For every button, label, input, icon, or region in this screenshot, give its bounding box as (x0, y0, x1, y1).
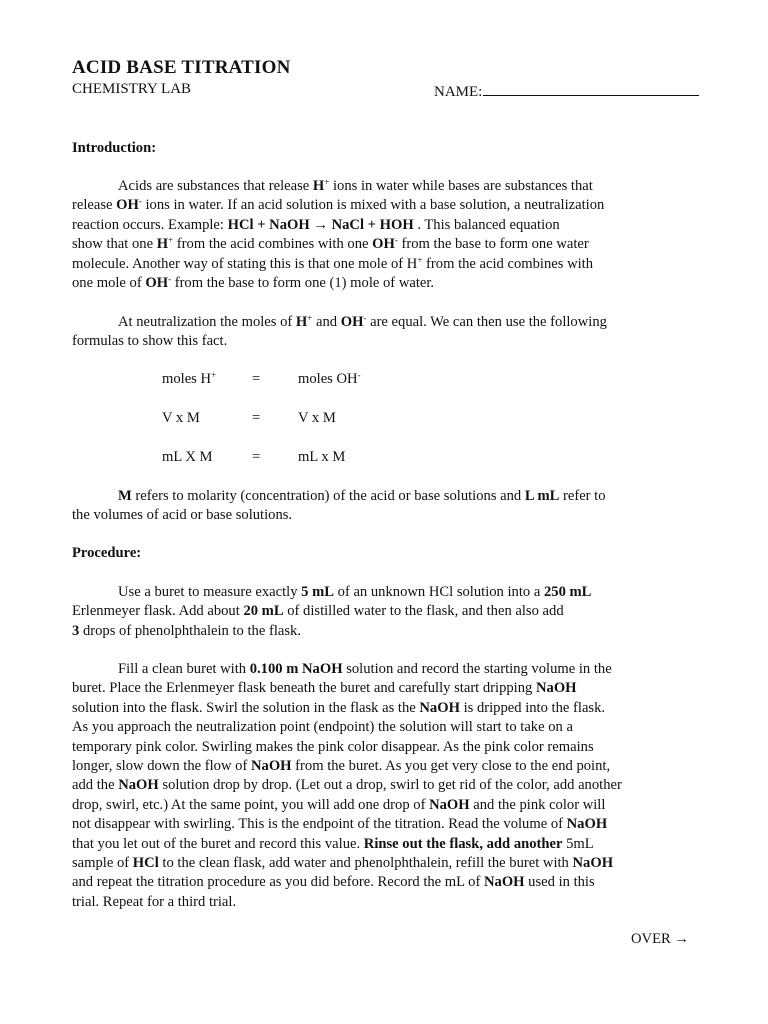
text-run: buret. Place the Erlenmeyer flask beneath the buret and carefully start dripping (72, 680, 536, 697)
procedure-paragraph-1 (72, 583, 712, 641)
text-run: ions in water while bases are substances that (329, 178, 593, 194)
superscript: - (168, 273, 172, 284)
bold-value: NaOH (572, 854, 614, 871)
text-line (72, 487, 712, 506)
introduction-heading: Introduction: (72, 140, 157, 156)
text-run: sample of (72, 854, 133, 871)
equation-right-text: moles OH (298, 371, 358, 387)
hydrogen-ion: H (312, 178, 325, 194)
text-line: trial. Repeat for a third trial. (72, 893, 237, 910)
text-run: and (312, 314, 341, 330)
bold-value: 3 (72, 622, 80, 639)
text-run: and the pink color will (469, 796, 606, 813)
text-run: from the buret. As you get very close to the end point, (291, 757, 611, 774)
text-run: release (72, 197, 117, 214)
text-run: Use a buret to measure exactly (118, 584, 302, 600)
superscript: + (211, 370, 217, 380)
over-indicator: OVER → (631, 931, 689, 947)
text-run: from the acid combines with (422, 255, 594, 272)
molarity-symbol: M (118, 488, 132, 504)
superscript: + (324, 177, 330, 187)
text-run: molecule. Another way of stating this is that one mole of H (72, 255, 418, 272)
text-run: of distilled water to the flask, and then also add (283, 603, 564, 620)
bold-value: NaOH (250, 757, 292, 774)
text-run: drops of phenolphthalein to the flask. (79, 622, 301, 639)
text-run: from the acid combines with one (173, 236, 373, 253)
text-run: 5mL (562, 835, 594, 852)
hydroxide-ion: OH (145, 274, 169, 291)
bold-value: NaOH (429, 796, 470, 813)
text-run: drop, swirl, etc.) At the same point, you will add one drop of (72, 796, 430, 813)
text-run: longer, slow down the flow of (72, 757, 251, 774)
bold-value: 20 mL (243, 603, 284, 620)
text-line (72, 796, 712, 815)
text-run: to the clean flask, add water and phenolphthalein, refill the buret with (158, 854, 573, 871)
hydroxide-ion: OH (116, 197, 139, 214)
text-run: ions in water. If an acid solution is mixed with a base solution, a neutralization (141, 197, 605, 214)
text-run: one mole of (72, 274, 146, 291)
text-run: solution drop by drop. (Let out a drop, swirl to get rid of the color, add another (158, 777, 622, 794)
text-line: temporary pink color. Swirling makes the pink color disappear. As the pink color remains (72, 738, 594, 755)
text-line (72, 216, 712, 235)
text-run: are equal. We can then use the following (366, 314, 607, 330)
text-line (72, 854, 712, 873)
hydroxide-ion: OH (340, 314, 364, 330)
bold-instruction: Rinse out the flask, add another (363, 835, 563, 852)
bold-value: NaOH (483, 874, 525, 891)
superscript: - (394, 235, 398, 246)
text-line (72, 815, 712, 834)
text-line (72, 177, 712, 196)
intro-paragraph-3 (72, 487, 712, 526)
procedure-heading: Procedure: (72, 545, 142, 561)
name-blank-line (483, 81, 699, 96)
text-line (72, 196, 712, 215)
text-line (72, 583, 712, 602)
superscript: + (168, 235, 174, 246)
text-line: As you approach the neutralization point (endpoint) the solution will start to take on a (72, 719, 573, 736)
text-run: solution and record the starting volume in the (342, 661, 612, 677)
equals-sign: = (252, 371, 261, 387)
text-run: add the (72, 777, 119, 794)
text-run: from the base to form one (1) mole of water. (171, 274, 435, 291)
volume-symbols: L mL (524, 488, 560, 504)
text-run: show that one (72, 236, 157, 253)
equation-left-text: moles H (162, 371, 212, 387)
document-title: ACID BASE TITRATION (72, 57, 291, 78)
document-subtitle: CHEMISTRY LAB (72, 81, 192, 97)
bold-value: 0.100 m NaOH (249, 661, 343, 677)
bold-value: NaOH (118, 777, 159, 794)
bold-value: 250 mL (543, 584, 592, 600)
text-line (72, 835, 712, 854)
text-run: . This balanced equation (413, 216, 560, 233)
equation-right: mL x M (298, 449, 346, 465)
bold-value: NaOH (535, 680, 577, 697)
equation-left (162, 371, 216, 388)
equation-right (298, 371, 361, 388)
text-line (72, 622, 712, 641)
text-line (72, 313, 712, 332)
text-run: used in this (524, 874, 595, 891)
text-run: Erlenmeyer flask. Add about (72, 603, 244, 620)
equals-sign: = (252, 449, 261, 465)
superscript: - (357, 370, 361, 380)
text-run: is dripped into the flask. (459, 699, 606, 716)
hydrogen-ion: H (156, 236, 169, 253)
hydrogen-ion: H (295, 314, 308, 330)
text-run: and repeat the titration procedure as you did before. Record the mL of (72, 874, 484, 891)
hydroxide-ion: OH (372, 236, 395, 253)
example-equation: HCl + NaOH → NaCl + HOH (227, 216, 414, 233)
text-run: refer to (559, 488, 606, 504)
superscript: - (138, 196, 142, 207)
text-line (72, 235, 712, 254)
superscript: - (363, 313, 367, 323)
text-run: that you let out of the buret and record this value. (72, 835, 364, 852)
superscript: + (417, 254, 423, 265)
name-field (434, 81, 699, 101)
superscript: + (307, 313, 313, 323)
intro-paragraph-1 (72, 177, 712, 293)
text-line: the volumes of acid or base solutions. (72, 507, 293, 524)
text-line (72, 757, 712, 776)
text-line (72, 679, 712, 698)
text-run: of an unknown HCl solution into a (334, 584, 544, 600)
text-line (72, 255, 712, 274)
text-run: Fill a clean buret with (118, 661, 250, 677)
bold-value: NaOH (566, 816, 608, 833)
text-line (72, 660, 712, 679)
bold-value: HCl (132, 854, 159, 871)
intro-paragraph-2 (72, 313, 712, 352)
equation-right: V x M (298, 410, 336, 426)
text-run: At neutralization the moles of (118, 314, 296, 330)
text-line (72, 873, 712, 892)
equals-sign: = (252, 410, 261, 426)
text-line: formulas to show this fact. (72, 333, 228, 350)
equation-left: V x M (162, 410, 200, 426)
procedure-paragraph-2 (72, 660, 712, 912)
text-run: from the base to form one water (397, 236, 589, 253)
text-line (72, 776, 712, 795)
text-line (72, 274, 712, 293)
bold-value: 5 mL (301, 584, 334, 600)
text-run: Acids are substances that release (118, 178, 313, 194)
text-run: refers to molarity (concentration) of the acid or base solutions and (131, 488, 525, 504)
text-line (72, 602, 712, 621)
text-run: not disappear with swirling. This is the endpoint of the titration. Read the volume of (72, 816, 567, 833)
name-label: NAME: (434, 84, 483, 100)
text-run: solution into the flask. Swirl the solution in the flask as the (72, 699, 420, 716)
bold-value: NaOH (419, 699, 460, 716)
text-line (72, 699, 712, 718)
text-run: reaction occurs. Example: (72, 216, 228, 233)
equation-left: mL X M (162, 449, 213, 465)
